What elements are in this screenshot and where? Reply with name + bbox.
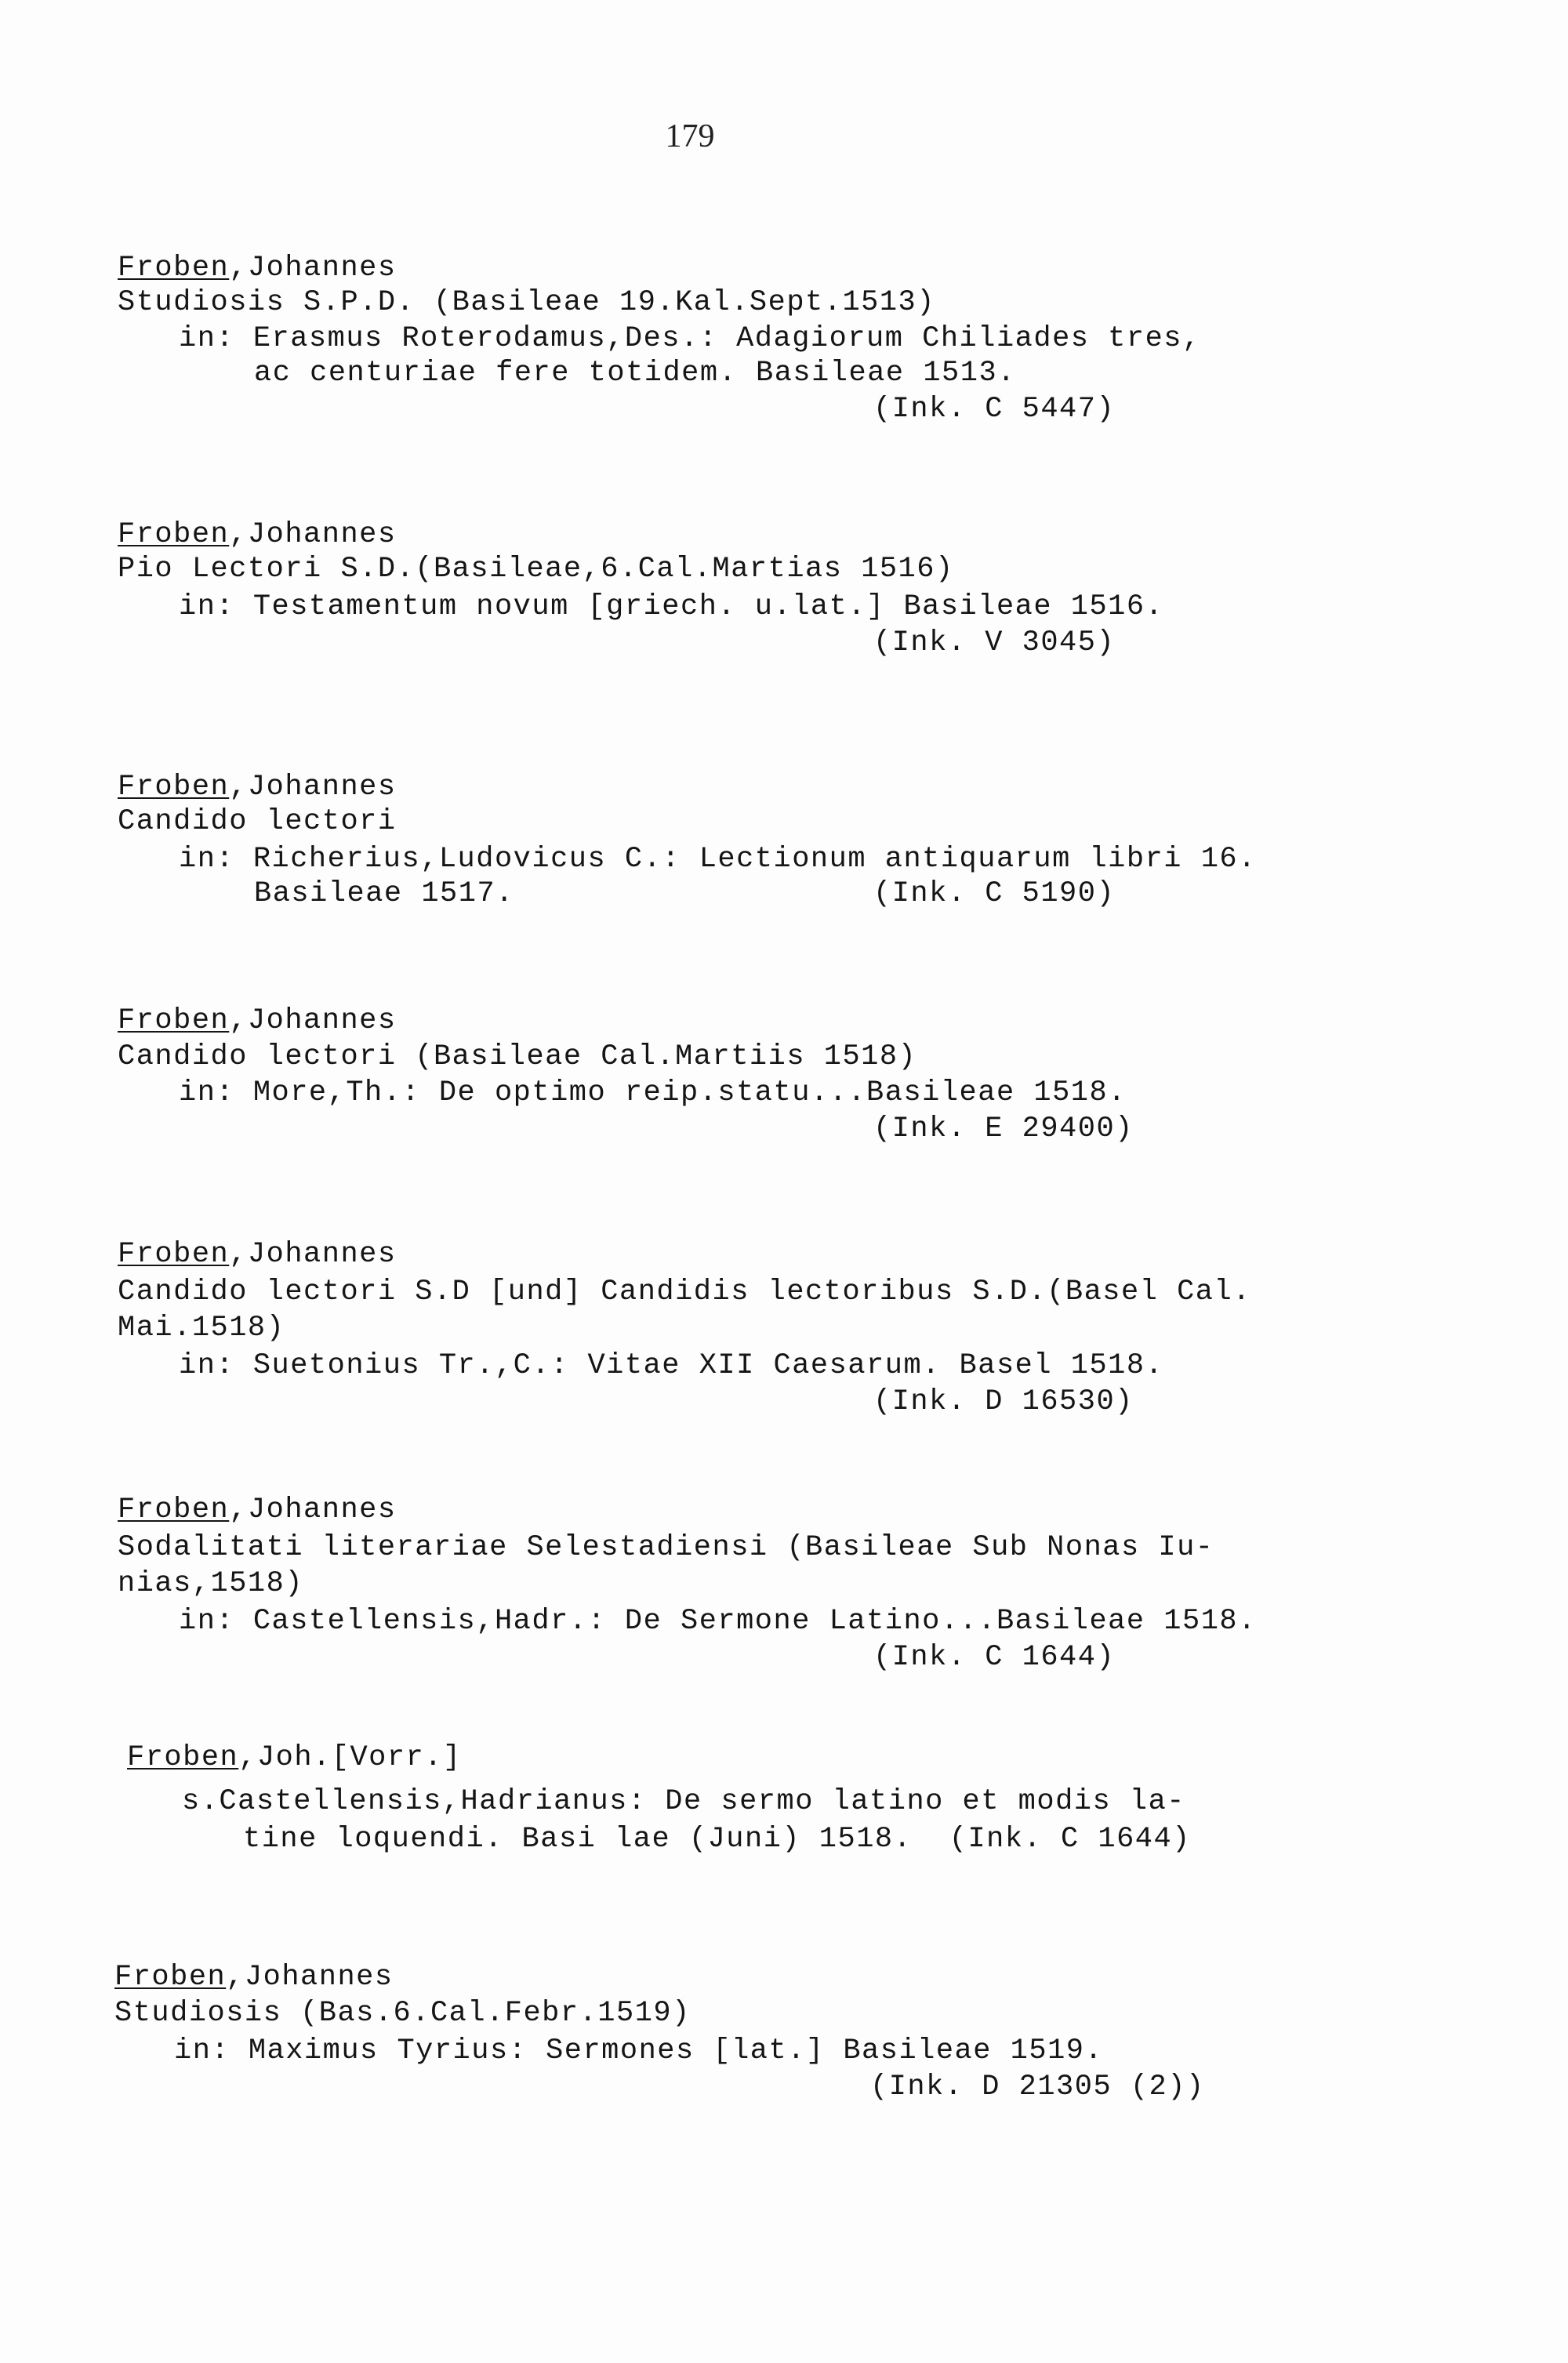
catalog-reference: (Ink. E 29400) bbox=[873, 1113, 1134, 1145]
entry-source-continued: ac centuriae fere totidem. Basileae 1513. bbox=[254, 357, 1016, 390]
author-surname: Froben bbox=[118, 518, 230, 551]
catalog-reference: (Ink. D 21305 (2)) bbox=[870, 2071, 1205, 2103]
author-given-name: ,Johannes bbox=[226, 1961, 394, 1994]
entry-source: in: More,Th.: De optimo reip.statu...Basileae 1518. bbox=[179, 1076, 1127, 1109]
catalog-reference: (Ink. C 5447) bbox=[873, 393, 1116, 426]
author-surname: Froben bbox=[118, 771, 230, 804]
author-surname: Froben bbox=[118, 1494, 230, 1526]
entry-title: Studiosis S.P.D. (Basileae 19.Kal.Sept.1513) bbox=[118, 286, 935, 319]
catalog-reference: (Ink. V 3045) bbox=[873, 626, 1116, 659]
entry-author bbox=[118, 1493, 397, 1527]
entry-source: in: Castellensis,Hadr.: De Sermone Latino...Basileae 1518. bbox=[179, 1605, 1257, 1638]
author-given-name: ,Johannes bbox=[229, 771, 397, 804]
entry-title: Candido lectori S.D [und] Candidis lectoribus S.D.(Basel Cal. bbox=[118, 1276, 1251, 1309]
catalog-reference: (Ink. C 5190) bbox=[873, 877, 1116, 910]
entry-author bbox=[118, 1004, 397, 1038]
entry-source: in: Erasmus Roterodamus,Des.: Adagiorum Chiliades tres, bbox=[179, 322, 1201, 355]
author-given-name: ,Johannes bbox=[229, 518, 397, 551]
entry-author bbox=[127, 1740, 462, 1775]
author-surname: Froben bbox=[114, 1961, 227, 1994]
entry-source: in: Richerius,Ludovicus C.: Lectionum antiquarum libri 16. bbox=[179, 843, 1257, 876]
author-given-name: ,Johannes bbox=[229, 1004, 397, 1037]
author-given-name: ,Joh.[Vorr.] bbox=[238, 1741, 462, 1774]
entry-source: in: Maximus Tyrius: Sermones [lat.] Basileae 1519. bbox=[174, 2035, 1104, 2067]
entry-author bbox=[118, 1237, 397, 1272]
entry-title-continued: tine loquendi. Basi lae (Juni) 1518. (Ink. C 1644) bbox=[243, 1823, 1191, 1856]
page-number: 179 bbox=[665, 118, 715, 154]
entry-source: in: Suetonius Tr.,C.: Vitae XII Caesarum. Basel 1518. bbox=[179, 1349, 1164, 1382]
author-given-name: ,Johannes bbox=[229, 1494, 397, 1526]
entry-title: Pio Lectori S.D.(Basileae,6.Cal.Martias 1516) bbox=[118, 553, 954, 586]
entry-author bbox=[118, 517, 397, 552]
entry-title: Sodalitati literariae Selestadiensi (Basileae Sub Nonas Iu- bbox=[118, 1531, 1214, 1564]
author-given-name: ,Johannes bbox=[229, 1238, 397, 1271]
author-given-name: ,Johannes bbox=[229, 252, 397, 285]
entry-title: Candido lectori (Basileae Cal.Martiis 1518) bbox=[118, 1040, 917, 1073]
author-surname: Froben bbox=[127, 1741, 239, 1774]
entry-source-continued: Basileae 1517. bbox=[254, 877, 514, 910]
entry-author bbox=[114, 1960, 394, 1995]
catalog-reference: (Ink. D 16530) bbox=[873, 1385, 1134, 1418]
author-surname: Froben bbox=[118, 1238, 230, 1271]
entry-source: in: Testamentum novum [griech. u.lat.] Basileae 1516. bbox=[179, 590, 1164, 623]
entry-title: s.Castellensis,Hadrianus: De sermo latino et modis la- bbox=[182, 1785, 1185, 1818]
entry-author bbox=[118, 251, 397, 285]
entry-title-continued: nias,1518) bbox=[118, 1567, 304, 1600]
author-surname: Froben bbox=[118, 1004, 230, 1037]
catalog-reference: (Ink. C 1644) bbox=[873, 1641, 1116, 1674]
entry-title: Studiosis (Bas.6.Cal.Febr.1519) bbox=[114, 1997, 691, 2030]
entry-author bbox=[118, 770, 397, 804]
entry-title: Candido lectori bbox=[118, 805, 397, 838]
author-surname: Froben bbox=[118, 252, 230, 285]
entry-title-continued: Mai.1518) bbox=[118, 1312, 285, 1345]
